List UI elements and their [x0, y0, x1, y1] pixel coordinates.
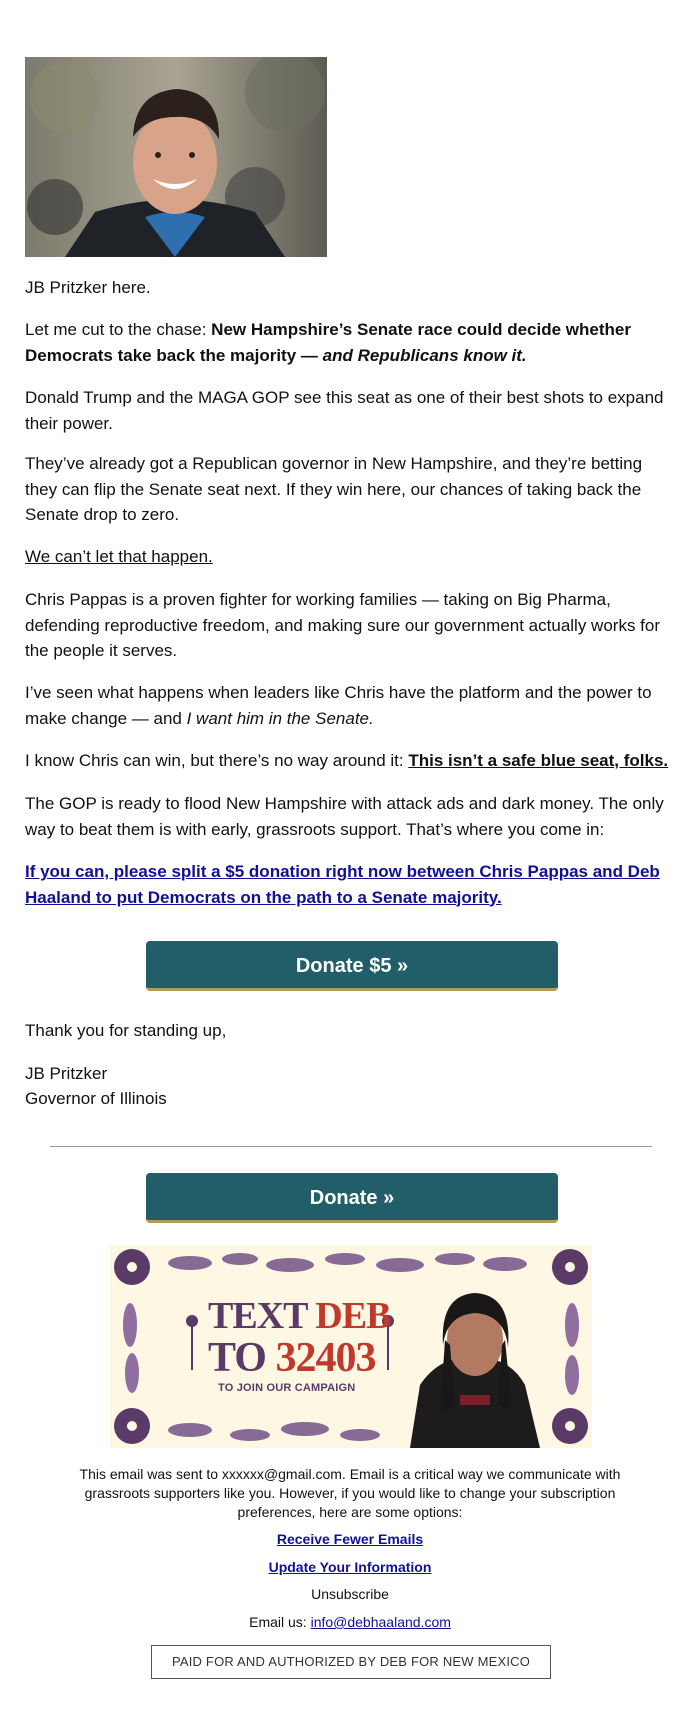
blue-seat-text: I know Chris can win, but there’s no way around it:	[25, 751, 409, 770]
signer-name: JB Pritzker	[25, 1064, 108, 1083]
paragraph-governor: They’ve already got a Republican governor in New Hampshire, and they’re betting they can flip the Senate seat next. If they win here, our chances of taking back the Senate drop to zero.	[25, 454, 643, 524]
banner-text-word: TEXT	[208, 1295, 316, 1337]
paragraph-maga: Donald Trump and the MAGA GOP see this seat as one of their best shots to expand their power.	[25, 388, 664, 433]
blue-seat-bold: This isn’t a safe blue seat, folks.	[408, 751, 669, 770]
paragraph-cant-let	[25, 544, 675, 570]
chase-bold: New Hampshire’s Senate race could decide whether Democrats take back the majority —	[25, 320, 631, 365]
banner-line2	[208, 1337, 375, 1379]
signoff-text: Thank you for standing up,	[25, 1021, 227, 1040]
banner-to-word: TO	[208, 1335, 276, 1381]
footer-update-info-row	[60, 1558, 640, 1577]
chase-lead: Let me cut to the chase:	[25, 320, 212, 339]
chase-bold-italic: and Republicans know it.	[322, 345, 527, 365]
banner-line1	[208, 1297, 390, 1335]
footer-email-row	[60, 1613, 640, 1632]
paragraph-gop-ads: The GOP is ready to flood New Hampshire with attack ads and dark money. The only way to beat them is with early, grassroots support. That’s where you come in:	[25, 794, 664, 839]
pritzker-photo	[25, 57, 327, 257]
donate-button[interactable]: Donate »	[146, 1173, 558, 1223]
paragraph-blue-seat	[25, 748, 675, 774]
senate-italic: I want him in the Senate.	[186, 708, 374, 728]
paragraph-cta	[25, 859, 675, 910]
banner-number: 32403	[275, 1335, 376, 1381]
divider	[50, 1146, 652, 1147]
unsubscribe-link[interactable]: Unsubscribe	[311, 1586, 389, 1602]
email-address-link[interactable]: info@debhaaland.com	[310, 1614, 451, 1630]
email-us-label: Email us:	[249, 1614, 311, 1630]
footer-notice: This email was sent to xxxxxx@gmail.com. Email is a critical way we communicate with grassroots supporters like you. However, if you would like to change your subscription preferences, here are some options:	[79, 1466, 621, 1520]
donate-5-button[interactable]: Donate $5 »	[146, 941, 558, 991]
cant-let-text: We can’t let that happen.	[25, 547, 213, 566]
greeting-text: JB Pritzker here.	[25, 278, 151, 297]
footer-fewer-emails-row	[60, 1530, 640, 1549]
update-information-link[interactable]: Update Your Information	[268, 1559, 432, 1575]
banner-join-text: TO JOIN OUR CAMPAIGN	[218, 1382, 356, 1394]
paragraph-senate	[25, 680, 675, 731]
banner-deb-word: DEB	[315, 1295, 391, 1337]
text-deb-banner[interactable]	[110, 1245, 592, 1448]
receive-fewer-emails-link[interactable]: Receive Fewer Emails	[276, 1531, 424, 1547]
signer-title: Governor of Illinois	[25, 1089, 167, 1108]
paid-for-disclaimer: PAID FOR AND AUTHORIZED BY DEB FOR NEW MEXICO	[151, 1645, 551, 1679]
paragraph-pappas: Chris Pappas is a proven fighter for working families — taking on Big Pharma, defending reproductive freedom, and making sure our government actually works for the people it serves.	[25, 590, 661, 660]
senate-text: I’ve seen what happens when leaders like Chris have the platform and the power to make change — and	[25, 683, 652, 728]
paragraph-chase	[25, 317, 675, 368]
split-donation-link[interactable]: If you can, please split a $5 donation right now between Chris Pappas and Deb Haaland to put Democrats on the path to a Senate majority.	[25, 862, 660, 907]
